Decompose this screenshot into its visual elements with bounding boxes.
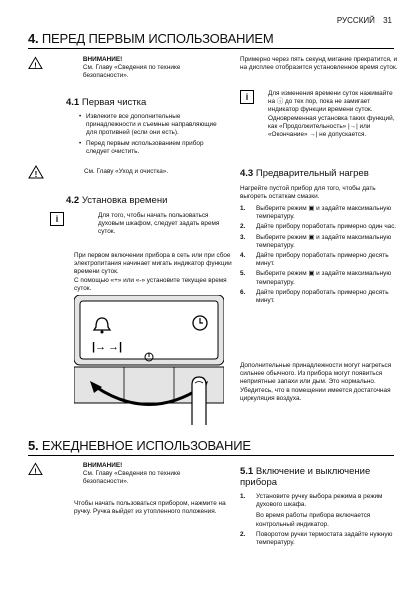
right-paragraph: Примерно через пять секунд мигание прекратится, и на дисплее отобразится установленное время суток. — [240, 56, 398, 72]
preheat-intro: Нагрейте пустой прибор для того, чтобы дать выгореть остаткам смазки. — [240, 185, 376, 201]
list-item: 6. Дайте прибору поработать примерно десять минут. — [240, 288, 389, 305]
list-item: 5. Выберите режим ▣ и задайте максимальную температуру. — [240, 270, 392, 286]
section-4-rule — [28, 48, 394, 49]
svg-text:!: ! — [34, 466, 37, 476]
warning-triangle-icon — [28, 462, 43, 476]
page-header — [337, 16, 392, 25]
section-4-title: 4. ПЕРЕД ПЕРВЫМ ИСПОЛЬЗОВАНИЕМ — [28, 31, 274, 46]
preheat-steps — [240, 205, 400, 307]
warning-text: ВНИМАНИЕ! См. Главу «Сведения по технике безопасности». — [82, 56, 181, 80]
svg-text:!: ! — [34, 60, 37, 70]
header-language: РУССКИЙ — [336, 16, 375, 25]
list-item: 2. Дайте прибору поработать примерно один час. — [240, 223, 397, 231]
list-item: 2. Поворотом ручки термостата задайте нужную температуру. — [240, 530, 393, 547]
section-5-title: 5. ЕЖЕДНЕВНОЕ ИСПОЛЬЗОВАНИЕ — [28, 438, 251, 453]
list-item: 1. Выберите режим ▣ и задайте максимальную температуру. — [240, 205, 392, 221]
list-item: • Перед первым использованием прибор следует очистить. — [86, 140, 228, 156]
warning-triangle-icon — [28, 56, 43, 70]
info-icon: i — [50, 212, 64, 226]
warning-text: ВНИМАНИЕ! См. Главу «Сведения по технике безопасности». — [82, 462, 181, 486]
svg-text:→|: →| — [108, 341, 123, 353]
svg-text:!: ! — [34, 170, 38, 179]
svg-text:|→: |→ — [92, 341, 107, 353]
info-icon: i — [240, 90, 254, 104]
warning-triangle-icon — [28, 165, 44, 179]
page-number: 31 — [383, 16, 392, 25]
warning-block-5 — [28, 462, 218, 487]
subsection-4-1-bullets — [78, 113, 228, 158]
preheat-outro: Дополнительные принадлежности могут нагреться сильнее обычного. Из прибора могут появиться неприятные запахи или дым. Это нормально. Убедитесь, что в помещении имеется достаточная циркуляция воздуха. — [240, 362, 392, 402]
time-paragraph: При первом включении прибора в сеть или при сбое электропитания начинает мигать индикатор функции времени суток. С помощью «+» или «-» установите текущее время суток. — [74, 252, 232, 292]
section-5-rule — [28, 455, 394, 456]
list-item: • Извлеките все дополнительные принадлежности и съемные направляющие для противней (если они есть). — [86, 113, 228, 138]
warning-block-4 — [28, 56, 218, 81]
display-illustration — [74, 295, 224, 435]
subsection-4-3-title: 4.3 Предварительный нагрев — [240, 168, 369, 179]
list-item: 1. Установите ручку выбора режима в режим духового шкафа. Во время работы прибора включается контрольный индикатор. — [240, 493, 383, 528]
subsection-5-1-title: 5.1 Включение и выключение прибора — [240, 466, 371, 488]
on-off-steps — [240, 493, 400, 549]
cleaning-note: ! См. Главу «Уход и очистка». — [28, 165, 228, 179]
list-item: 3. Выберите режим ▣ и задайте максимальную температуру. — [240, 233, 392, 249]
daily-use-paragraph: Чтобы начать пользоваться прибором, нажмите на ручку. Ручка выйдет из утопленного положения. — [74, 500, 226, 516]
subsection-4-1-title: 4.1 Первая чистка — [66, 97, 147, 108]
subsection-4-2-title: 4.2 Установка времени — [66, 195, 168, 206]
list-item: 4. Дайте прибору поработать примерно десять минут. — [240, 252, 389, 268]
